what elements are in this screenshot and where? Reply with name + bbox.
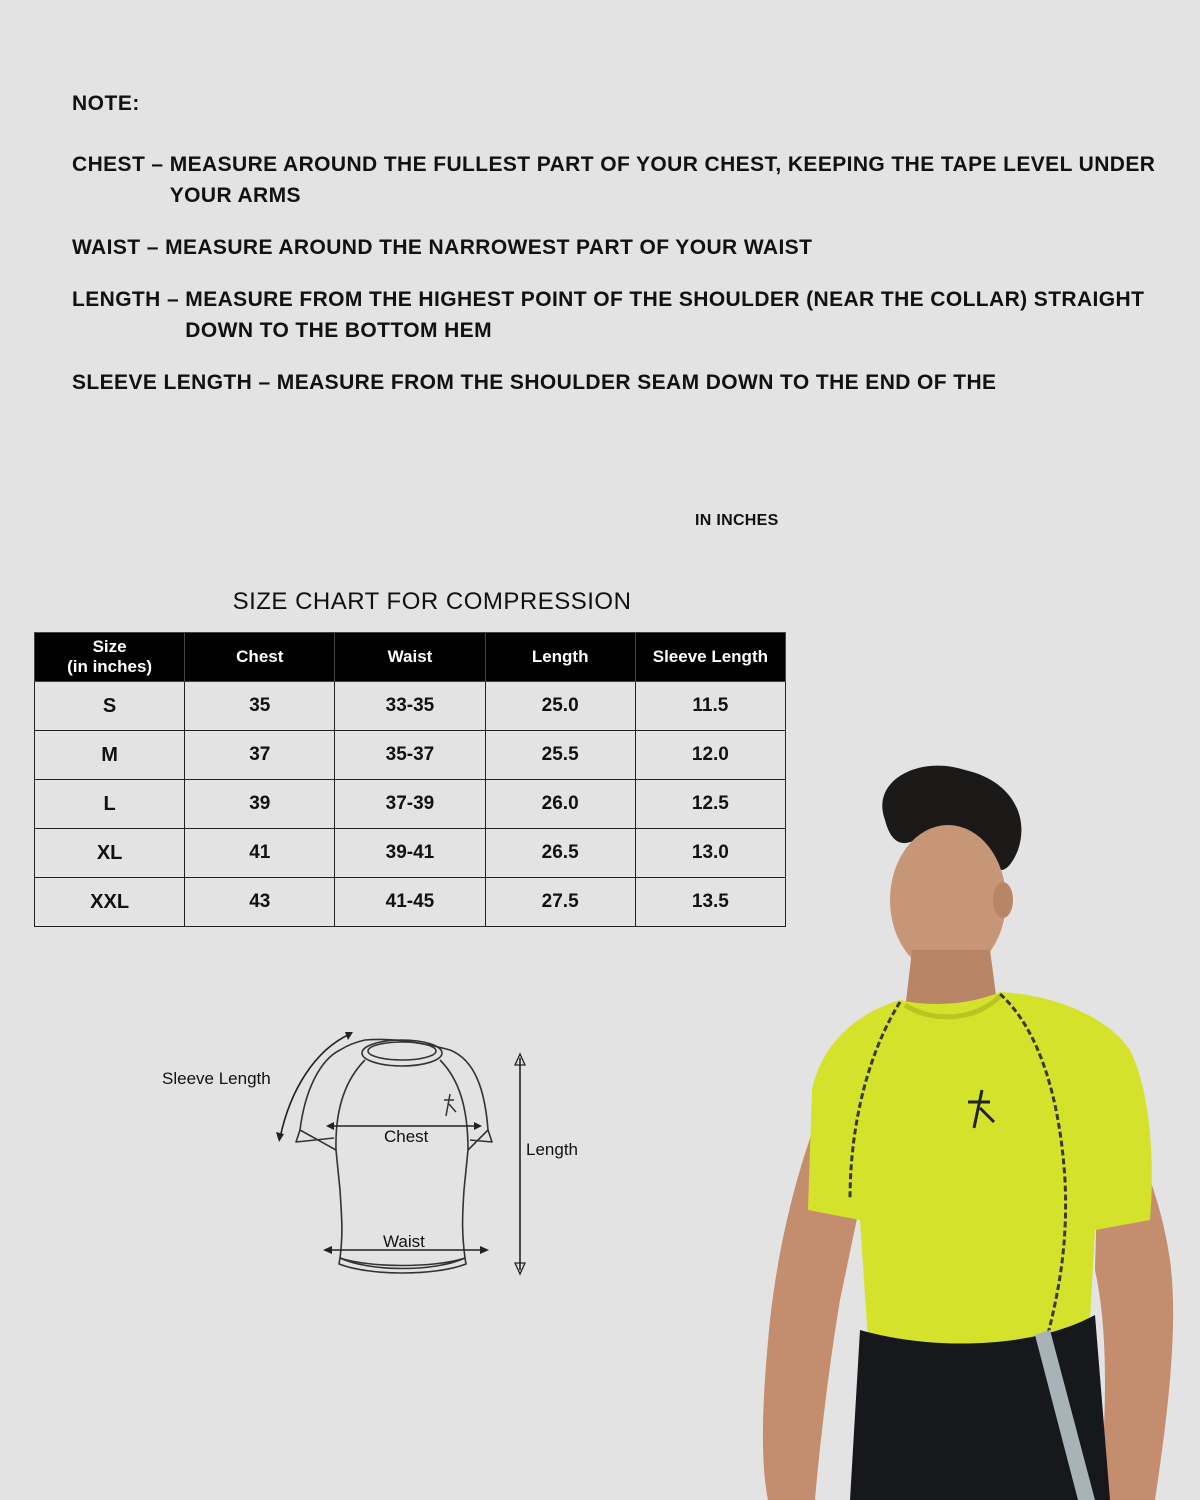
cell-sleeve: 12.5 xyxy=(635,780,785,829)
measurement-diagram xyxy=(150,1020,620,1290)
note-separator: – xyxy=(145,153,170,176)
table-row xyxy=(35,829,786,878)
cell-length: 26.0 xyxy=(485,780,635,829)
header-sleeve-length: Sleeve Length xyxy=(635,633,785,682)
chest-label: Chest xyxy=(384,1127,429,1146)
cell-waist: 41-45 xyxy=(335,878,485,927)
note-heading: NOTE: xyxy=(72,92,140,115)
unit-label: IN INCHES xyxy=(695,512,779,529)
note-separator: – xyxy=(140,236,166,259)
table-row xyxy=(35,682,786,731)
header-chest: Chest xyxy=(185,633,335,682)
note-separator: – xyxy=(160,288,186,311)
cell-sleeve: 12.0 xyxy=(635,731,785,780)
note-term: SLEEVE LENGTH xyxy=(72,371,253,394)
waist-label: Waist xyxy=(383,1232,425,1251)
cell-chest: 41 xyxy=(185,829,335,878)
cell-length: 27.5 xyxy=(485,878,635,927)
cell-length: 25.5 xyxy=(485,731,635,780)
cell-size: XXL xyxy=(35,878,185,927)
cell-sleeve: 11.5 xyxy=(635,682,785,731)
size-chart-title: SIZE CHART FOR COMPRESSION xyxy=(232,588,632,615)
model-photo xyxy=(700,760,1200,1500)
header-length: Length xyxy=(485,633,635,682)
model-figure-icon xyxy=(700,760,1200,1500)
table-row xyxy=(35,780,786,829)
table-row xyxy=(35,878,786,927)
size-chart-table xyxy=(34,632,786,927)
header-size xyxy=(35,633,185,682)
cell-sleeve: 13.0 xyxy=(635,829,785,878)
cell-waist: 39-41 xyxy=(335,829,485,878)
note-separator: – xyxy=(252,371,277,394)
note-description: MEASURE FROM THE HIGHEST POINT OF THE SHOULDER (NEAR THE COLLAR) STRAIGHT DOWN TO THE BOTTOM HEM xyxy=(185,288,1145,342)
table-row xyxy=(35,731,786,780)
note-length xyxy=(72,284,1182,346)
cell-size: XL xyxy=(35,829,185,878)
cell-waist: 37-39 xyxy=(335,780,485,829)
cell-size: S xyxy=(35,682,185,731)
cell-chest: 43 xyxy=(185,878,335,927)
note-term: LENGTH xyxy=(72,288,161,311)
note-description: MEASURE FROM THE SHOULDER SEAM DOWN TO THE END OF THE xyxy=(276,371,997,394)
cell-waist: 35-37 xyxy=(335,731,485,780)
header-waist: Waist xyxy=(335,633,485,682)
note-term: WAIST xyxy=(72,236,141,259)
length-label: Length xyxy=(526,1140,578,1159)
sleeve-length-label: Sleeve Length xyxy=(162,1069,271,1088)
note-chest xyxy=(72,149,1182,211)
header-size-line1: Size xyxy=(92,637,127,656)
cell-sleeve: 13.5 xyxy=(635,878,785,927)
measurement-notes xyxy=(72,92,1182,419)
cell-chest: 37 xyxy=(185,731,335,780)
table-header-row xyxy=(35,633,786,682)
note-term: CHEST xyxy=(72,153,146,176)
cell-chest: 35 xyxy=(185,682,335,731)
header-size-line2: (in inches) xyxy=(67,657,153,676)
brand-logo-icon xyxy=(444,1094,456,1116)
note-description: MEASURE AROUND THE FULLEST PART OF YOUR CHEST, KEEPING THE TAPE LEVEL UNDER YOUR ARMS xyxy=(169,153,1156,207)
note-waist xyxy=(72,232,1182,263)
cell-chest: 39 xyxy=(185,780,335,829)
cell-size: M xyxy=(35,731,185,780)
cell-length: 25.0 xyxy=(485,682,635,731)
note-sleeve-length xyxy=(72,367,1182,398)
cell-size: L xyxy=(35,780,185,829)
cell-length: 26.5 xyxy=(485,829,635,878)
note-description: MEASURE AROUND THE NARROWEST PART OF YOUR WAIST xyxy=(165,236,813,259)
cell-waist: 33-35 xyxy=(335,682,485,731)
